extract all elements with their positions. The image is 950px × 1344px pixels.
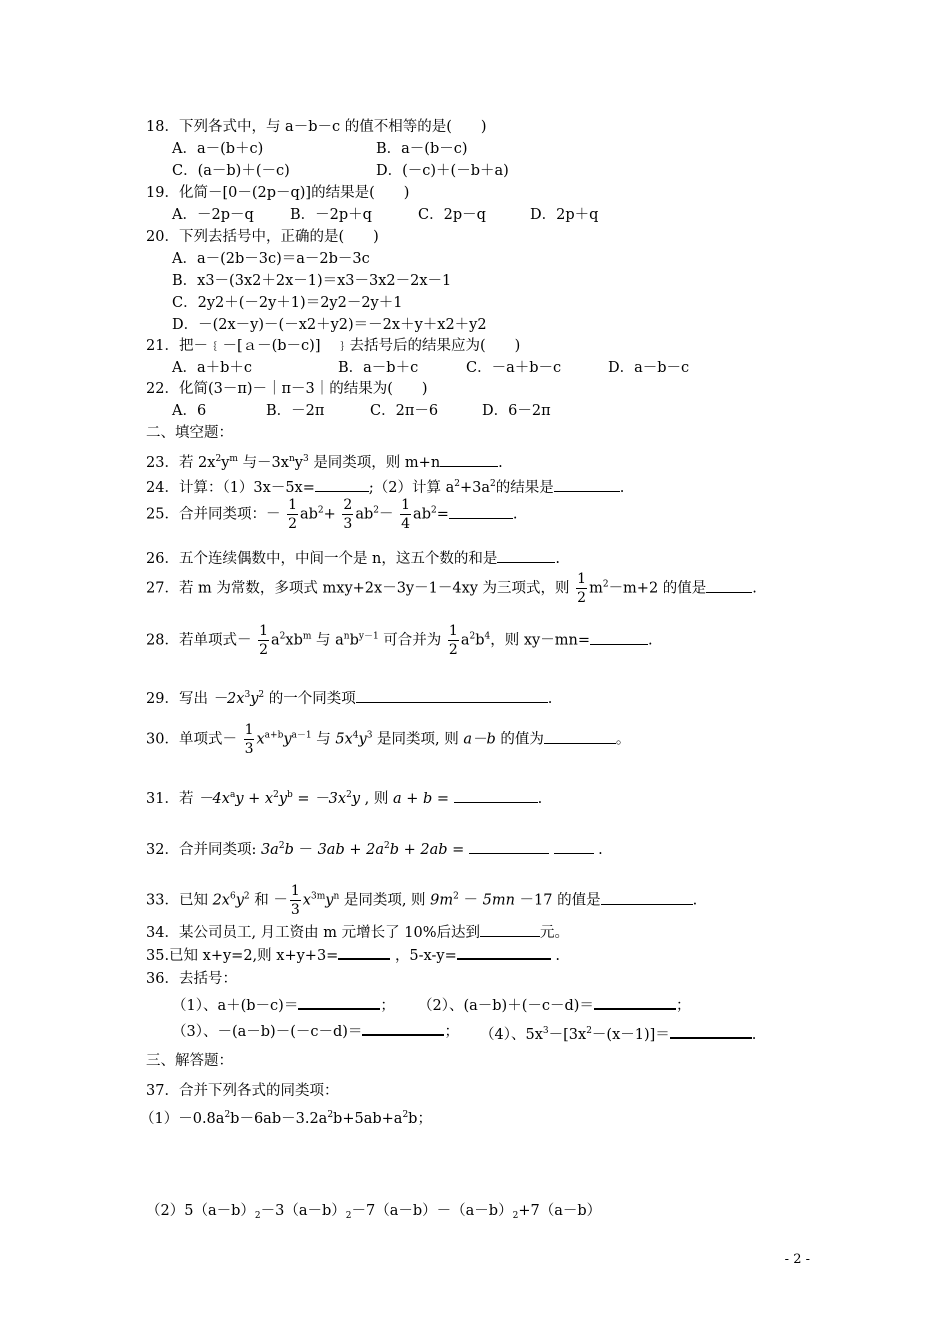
q37-part-2: $(2)5(a-b)_2-3(a-b)_2-7(a-b)-(a-b)_2+7(a-b)$ — [146, 1203, 602, 1221]
q36-answer-blank-2 — [594, 996, 676, 1010]
q32: 32．合并同类项: $3a^2b - 3ab + 2a^2b + 2ab$ = . — [146, 841, 603, 858]
q19-option-a: A．－2p－q — [172, 207, 254, 223]
q31-answer-blank — [454, 790, 538, 803]
section-heading-answers: 三、解答题： — [146, 1053, 233, 1069]
q29-answer-blank — [356, 690, 548, 703]
q22-option-b: B．－2π — [266, 403, 325, 419]
q20-option-a: A．a－(2b－3c)＝a－2b－3c — [172, 251, 370, 267]
q35-answer-blank-2 — [457, 946, 551, 960]
q36-answer-blank-1 — [298, 996, 380, 1010]
fraction-one-half: $\frac{1}{2}$ — [448, 623, 458, 658]
q18-option-c: C．(a－b)＋(－c) — [172, 163, 290, 179]
q33: 33．已知 $2x^6y^2$ 和 － $\frac{1}{3}$ $x^{3m}y^n$ 是同类项, 则 $9m^2 - 5mn -17$ 的值是 . — [146, 883, 698, 918]
q21-option-c: C．－a＋b－c — [466, 360, 562, 376]
q23-answer-blank — [440, 454, 498, 467]
q20-stem: 20．下列去括号中，正确的是( ) — [146, 229, 379, 245]
q18-option-d: D．(－c)＋(－b＋a) — [376, 163, 509, 179]
q19-option-b: B．－2p＋q — [290, 207, 372, 223]
q18-stem: 18．下列各式中，与 a－b－c 的值不相等的是( ) — [146, 119, 487, 135]
q32-answer-blank-2 — [554, 841, 594, 854]
q36-part-4: （4）、$5x^3-[3x^2-(x-1)]=$ . — [480, 1026, 757, 1043]
q19-option-c: C．2p－q — [418, 207, 486, 223]
q31: 31．若 $-4x^ay + x^2y^b = -3x^2y$ , 则 a + b = . — [146, 790, 543, 807]
q18-option-a: A．a－(b＋c) — [172, 141, 264, 157]
q22-option-a: A．6 — [172, 403, 207, 419]
q28: 28．若单项式－ $\frac{1}{2}$ $a^2xb^m$ 与 $a^nb^{y-1}$ 可合并为 $\frac{1}{2}$ $a^2b^4$，则 xy－mn= . — [146, 623, 653, 658]
q21-option-d: D．a－b－c — [608, 360, 690, 376]
q29: 29．写出 $-2x^3y^2$ 的一个同类项 . — [146, 690, 553, 707]
q30: 30．单项式－ $\frac{1}{3}$ $x^{a+b}y^{a-1}$ 与 $5x^4y^3$ 是同类项, 则 a－b 的值为 。 — [146, 722, 631, 757]
q36-part-1: （1）、a＋(b－c)＝ ； — [172, 998, 395, 1014]
q24-answer-blank-1 — [315, 479, 369, 492]
q26-answer-blank — [497, 550, 555, 563]
q20-option-b: B．x3－(3x2＋2x－1)＝x3－3x2－2x－1 — [172, 273, 452, 289]
q36-part-3: （3）、－(a－b)－(－c－d)＝ ； — [172, 1024, 459, 1040]
q32-answer-blank-1 — [469, 841, 549, 854]
fraction-one-quarter: $\frac{1}{4}$ — [401, 497, 411, 532]
q34: 34．某公司员工, 月工资由 m 元增长了 10%后达到 元。 — [146, 925, 569, 941]
q22-option-d: D．6－2π — [482, 403, 551, 419]
q34-answer-blank — [480, 924, 540, 937]
q25: 25．合并同类项：－ $\frac{1}{2}$ $ab^2+$ $\frac{2}{3}$ $ab^2-$ $\frac{1}{4}$ $ab^2=$ . — [146, 497, 518, 532]
fraction-two-thirds: $\frac{2}{3}$ — [343, 497, 353, 532]
q19-stem: 19．化简－[0－(2p－q)]的结果是( ) — [146, 185, 410, 201]
q24: 24．计算：（1）3x－5x= ;（2）计算 $a^2+3a^2$的结果是 . — [146, 479, 625, 496]
q21-stem: 21．把－﹛－[ａ－(b－c)] ﹜去括号后的结果应为( ) — [146, 338, 521, 354]
q36-stem: 36．去括号： — [146, 971, 237, 987]
page-number: - 2 - — [784, 1252, 810, 1267]
q21-option-a: A．a＋b＋c — [172, 360, 253, 376]
q20-option-d: D．－(2x－y)－(－x2＋y2)＝－2x＋y＋x2＋y2 — [172, 317, 487, 333]
q21-option-b: B．a－b＋c — [338, 360, 419, 376]
fraction-one-third: $\frac{1}{3}$ — [290, 883, 300, 918]
q36-answer-blank-3 — [362, 1022, 444, 1036]
q22-stem: 22．化简(3－π)－｜π－3｜的结果为( ) — [146, 381, 428, 397]
q25-answer-blank — [449, 506, 513, 519]
q27-answer-blank — [706, 580, 752, 593]
q30-answer-blank — [544, 731, 616, 744]
q27: 27．若 m 为常数，多项式 mxy+2x－3y－1－4xy 为三项式，则 $\frac{1}{2}$ $m^2-m+2$ 的值是 . — [146, 571, 757, 606]
q18-option-b: B．a－(b－c) — [376, 141, 468, 157]
q35: 35.已知 x+y=2,则 x+y+3= ，5-x-y= . — [146, 948, 560, 964]
q26: 26．五个连续偶数中，中间一个是 n，这五个数的和是 . — [146, 551, 561, 567]
q37-stem: 37．合并下列各式的同类项： — [146, 1083, 339, 1099]
q19-option-d: D．2p＋q — [530, 207, 599, 223]
q22-option-c: C．2π－6 — [370, 403, 439, 419]
q33-answer-blank — [601, 892, 693, 905]
q36-answer-blank-4 — [670, 1025, 752, 1039]
section-heading-fill-in: 二、填空题： — [146, 425, 233, 441]
q23: 23．若 $2x^2y^m$ 与$-3x^ny^3$ 是同类项，则 m+n . — [146, 454, 503, 471]
q24-answer-blank-2 — [554, 479, 620, 492]
fraction-one-half: $\frac{1}{2}$ — [577, 571, 587, 606]
fraction-one-half: $\frac{1}{2}$ — [288, 497, 297, 532]
fraction-one-third: $\frac{1}{3}$ — [244, 722, 254, 757]
q20-option-c: C．2y2＋(－2y＋1)＝2y2－2y＋1 — [172, 295, 403, 311]
q36-part-2: （2）、(a－b)＋(－c－d)＝ ； — [418, 998, 691, 1014]
q37-part-1: $(1)-0.8a^2b-6ab-3.2a^2b+5ab+a^2b$； — [140, 1110, 432, 1127]
q35-answer-blank-1 — [338, 946, 390, 960]
q28-answer-blank — [590, 632, 648, 645]
fraction-one-half: $\frac{1}{2}$ — [259, 623, 268, 658]
